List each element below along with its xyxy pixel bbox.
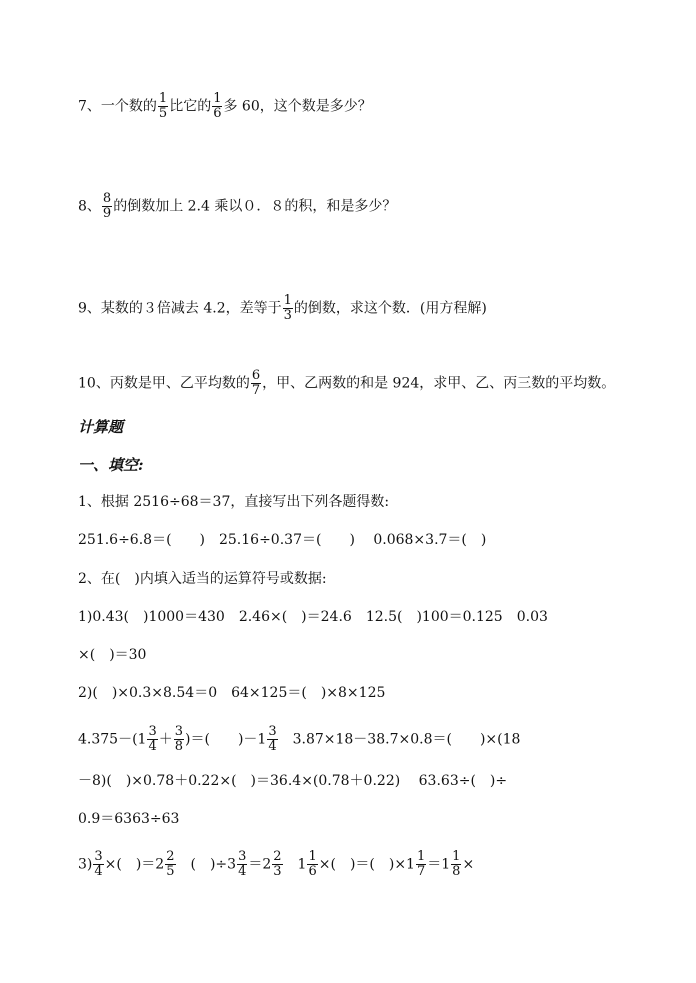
- fraction: $\frac{1}{8}$: [452, 849, 461, 879]
- problem-1-line: 251.6÷6.8＝( ) 25.16÷0.37＝( ) 0.068×3.7＝( ): [78, 532, 487, 548]
- fraction: $\frac{8}{9}$: [102, 191, 112, 221]
- sub-title: 一、填空:: [78, 456, 144, 474]
- fraction: $\frac{6}{7}$: [251, 368, 261, 398]
- fraction: $\frac{3}{4}$: [148, 724, 157, 754]
- problem-2-line-5: －8)( )×0.78＋0.22×( )＝36.4×(0.78＋0.22) 63.63÷( )÷: [78, 773, 508, 789]
- question-9: 9、某数的３倍减去 4.2，差等于 $\frac{1}{3}$ 的倒数，求这个数．(用方程解): [78, 293, 487, 323]
- problem-2-line-6: 0.9＝6363÷63: [78, 811, 180, 827]
- fraction: $\frac{2}{5}$: [166, 849, 175, 879]
- problem-2-line-3: 2)( )×0.3×8.54＝0 64×125＝( )×8×125: [78, 685, 386, 701]
- problem-1-intro: 1、根据 2516÷68＝37，直接写出下列各题得数:: [78, 494, 390, 510]
- question-number: 10、: [78, 375, 110, 392]
- section-title: 计算题: [78, 418, 124, 436]
- fraction: $\frac{3}{8}$: [174, 724, 184, 754]
- question-10: 10、丙数是甲、乙平均数的 $\frac{6}{7}$ ，甲、乙两数的和是 924，求甲、乙、丙三数的平均数。: [78, 368, 616, 398]
- fraction: $\frac{2}{3}$: [273, 849, 282, 879]
- fraction: $\frac{1}{6}$: [213, 91, 222, 121]
- fraction: $\frac{3}{4}$: [238, 849, 247, 879]
- question-7: 7、一个数的 $\frac{1}{5}$ 比它的 $\frac{1}{6}$ 多 60，这个数是多少？: [78, 91, 372, 121]
- fraction: $\frac{3}{4}$: [268, 724, 277, 754]
- fraction: $\frac{1}{3}$: [283, 293, 292, 323]
- problem-2-line-2: ×( )＝30: [78, 647, 147, 663]
- problem-2-line-4: 4.375－(1 $\frac{3}{4}$ ＋ $\frac{3}{8}$ )＝( )－1 $\frac{3}{4}$ 3.87×18－38.7×0.8＝( )×(18: [78, 724, 521, 754]
- question-number: 9、: [78, 300, 101, 317]
- problem-3-line: 3) $\frac{3}{4}$ ×( )＝2 $\frac{2}{5}$ ( )÷3 $\frac{3}{4}$ ＝2 $\frac{2}{3}$ 1 $\frac{1}{6}$ ×( )＝( )×1 $\frac{1}{7}$ ＝1 $\frac{1}{8}$ ×: [78, 849, 475, 879]
- fraction: $\frac{1}{7}$: [416, 849, 426, 879]
- question-8: 8、 $\frac{8}{9}$ 的倒数加上 2.4 乘以０．８的积，和是多少？: [78, 191, 397, 221]
- question-number: 8、: [78, 198, 101, 215]
- fraction: $\frac{1}{5}$: [158, 91, 168, 121]
- question-number: 7、: [78, 98, 101, 115]
- problem-2-intro: 2、在( )内填入适当的运算符号或数据:: [78, 571, 327, 587]
- fraction: $\frac{3}{4}$: [94, 849, 103, 879]
- fraction: $\frac{1}{6}$: [308, 849, 317, 879]
- problem-2-line-1: 1)0.43( )1000＝430 2.46×( )＝24.6 12.5( )100＝0.125 0.03: [78, 609, 548, 625]
